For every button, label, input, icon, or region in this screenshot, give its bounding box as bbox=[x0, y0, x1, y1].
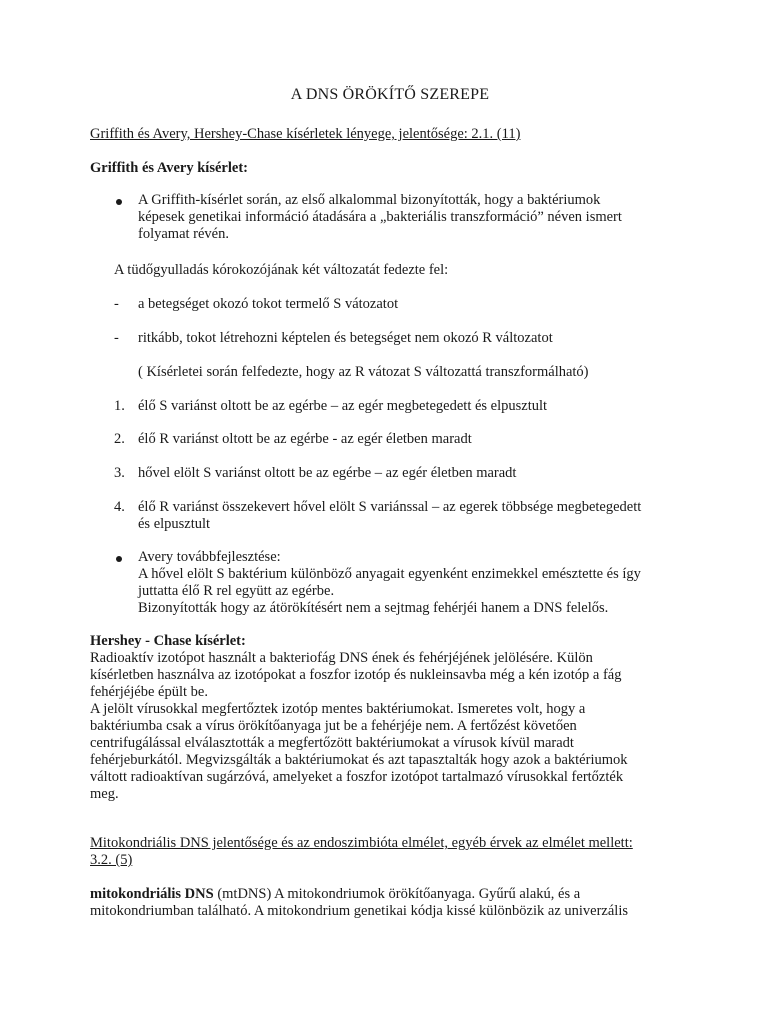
text-line: A hővel elölt S baktérium különböző anyagait egyenként enzimekkel emésztette és így bbox=[138, 566, 641, 582]
hershey-chase-paragraph bbox=[90, 650, 690, 803]
section-heading-mitochondrial bbox=[90, 835, 690, 869]
document-page bbox=[90, 0, 690, 1024]
dash-item-r-variant: ritkább, tokot létrehozni képtelen és betegséget nem okozó R változatot bbox=[138, 330, 553, 346]
text-line: Bizonyították hogy az átörökítésért nem a sejtmag fehérjéi hanem a DNS felelős. bbox=[138, 600, 609, 616]
text-line: Avery továbbfejlesztése: bbox=[138, 549, 281, 565]
transformation-note: ( Kísérletei során felfedezte, hogy az R vátozat S változattá transzformálható) bbox=[138, 364, 589, 380]
list-number: 4. bbox=[114, 499, 125, 515]
mtdna-definition: (mtDNS) A mitokondriumok örökítőanyaga. Gyűrű alakú, és a bbox=[213, 886, 581, 902]
text-line: 3.2. (5) bbox=[90, 852, 133, 868]
pneumonia-intro-line: A tüdőgyulladás kórokozójának két változatát fedezte fel: bbox=[114, 262, 449, 278]
griffith-bullet-paragraph bbox=[138, 192, 698, 243]
dash-marker: - bbox=[114, 330, 119, 346]
text-line: mitokondriumban található. A mitokondrium genetikai kódja kissé különbözik az univerzális bbox=[90, 903, 629, 919]
list-number: 2. bbox=[114, 431, 125, 447]
text-line: Mitokondriális DNS jelentősége és az endoszimbióta elmélet, egyéb érvek az elmélet mellett: bbox=[90, 835, 633, 851]
experiment-step-2: élő R variánst oltott be az egérbe - az egér életben maradt bbox=[138, 431, 472, 447]
avery-bullet-paragraph bbox=[138, 549, 698, 617]
bullet-icon bbox=[116, 199, 122, 205]
text-line: fehérjeburkától. Megvizsgálták a baktériumokat és azt tapasztalták hogy azok a baktériumok bbox=[90, 752, 628, 768]
list-number: 3. bbox=[114, 465, 125, 481]
text-line: meg. bbox=[90, 786, 119, 802]
bullet-icon bbox=[116, 556, 122, 562]
text-line: kísérletben használva az izotópokat a foszfor izotóp és nukleinsavba még a kén izotóp a fág bbox=[90, 667, 622, 683]
dash-marker: - bbox=[114, 296, 119, 312]
text-line: élő R variánst összekevert hővel elölt S variánssal – az egerek többsége megbetegedett bbox=[138, 499, 642, 515]
mitochondrial-dna-paragraph bbox=[90, 886, 690, 920]
text-line bbox=[90, 886, 690, 903]
mtdna-term: mitokondriális DNS bbox=[90, 886, 214, 902]
text-line: és elpusztult bbox=[138, 516, 211, 532]
experiment-step-1: élő S variánst oltott be az egérbe – az egér megbetegedett és elpusztult bbox=[138, 398, 548, 414]
text-line: centrifugálással elválasztották a megfertőzött baktériumokat a vírusok kívül maradt bbox=[90, 735, 574, 751]
experiment-step-4 bbox=[138, 499, 698, 533]
griffith-avery-heading: Griffith és Avery kísérlet: bbox=[90, 160, 248, 176]
experiment-step-3: hővel elölt S variánst oltott be az egérbe – az egér életben maradt bbox=[138, 465, 517, 481]
list-number: 1. bbox=[114, 398, 125, 414]
text-line: A jelölt vírusokkal megfertőztek izotóp mentes baktériumokat. Ismeretes volt, hogy a bbox=[90, 701, 586, 717]
text-line: váltott radioaktívan sugárzóvá, amelyeket a foszfor izotópot tartalmazó vírusokkal fertőzték bbox=[90, 769, 624, 785]
text-line: képesek genetikai információ átadására a „bakteriális transzformáció” néven ismert bbox=[138, 209, 622, 225]
text-line: fehérjéjébe épült be. bbox=[90, 684, 208, 700]
document-title: A DNS ÖRÖKÍTŐ SZEREPE bbox=[290, 86, 490, 103]
text-line: juttatta élő R rel együtt az egérbe. bbox=[138, 583, 335, 599]
section-heading-griffith-hershey: Griffith és Avery, Hershey-Chase kísérletek lényege, jelentősége: 2.1. (11) bbox=[90, 126, 521, 142]
dash-item-s-variant: a betegséget okozó tokot termelő S vátozatot bbox=[138, 296, 399, 312]
text-line: A Griffith-kísérlet során, az első alkalommal bizonyították, hogy a baktériumok bbox=[138, 192, 601, 208]
text-line: folyamat révén. bbox=[138, 226, 229, 242]
hershey-chase-heading: Hershey - Chase kísérlet: bbox=[90, 633, 246, 649]
text-line: baktériumba csak a vírus örökítőanyaga jut be a fehérjéje nem. A fertőzést követően bbox=[90, 718, 577, 734]
text-line: Radioaktív izotópot használt a bakteriofág DNS ének és fehérjéjének jelölésére. Külön bbox=[90, 650, 593, 666]
